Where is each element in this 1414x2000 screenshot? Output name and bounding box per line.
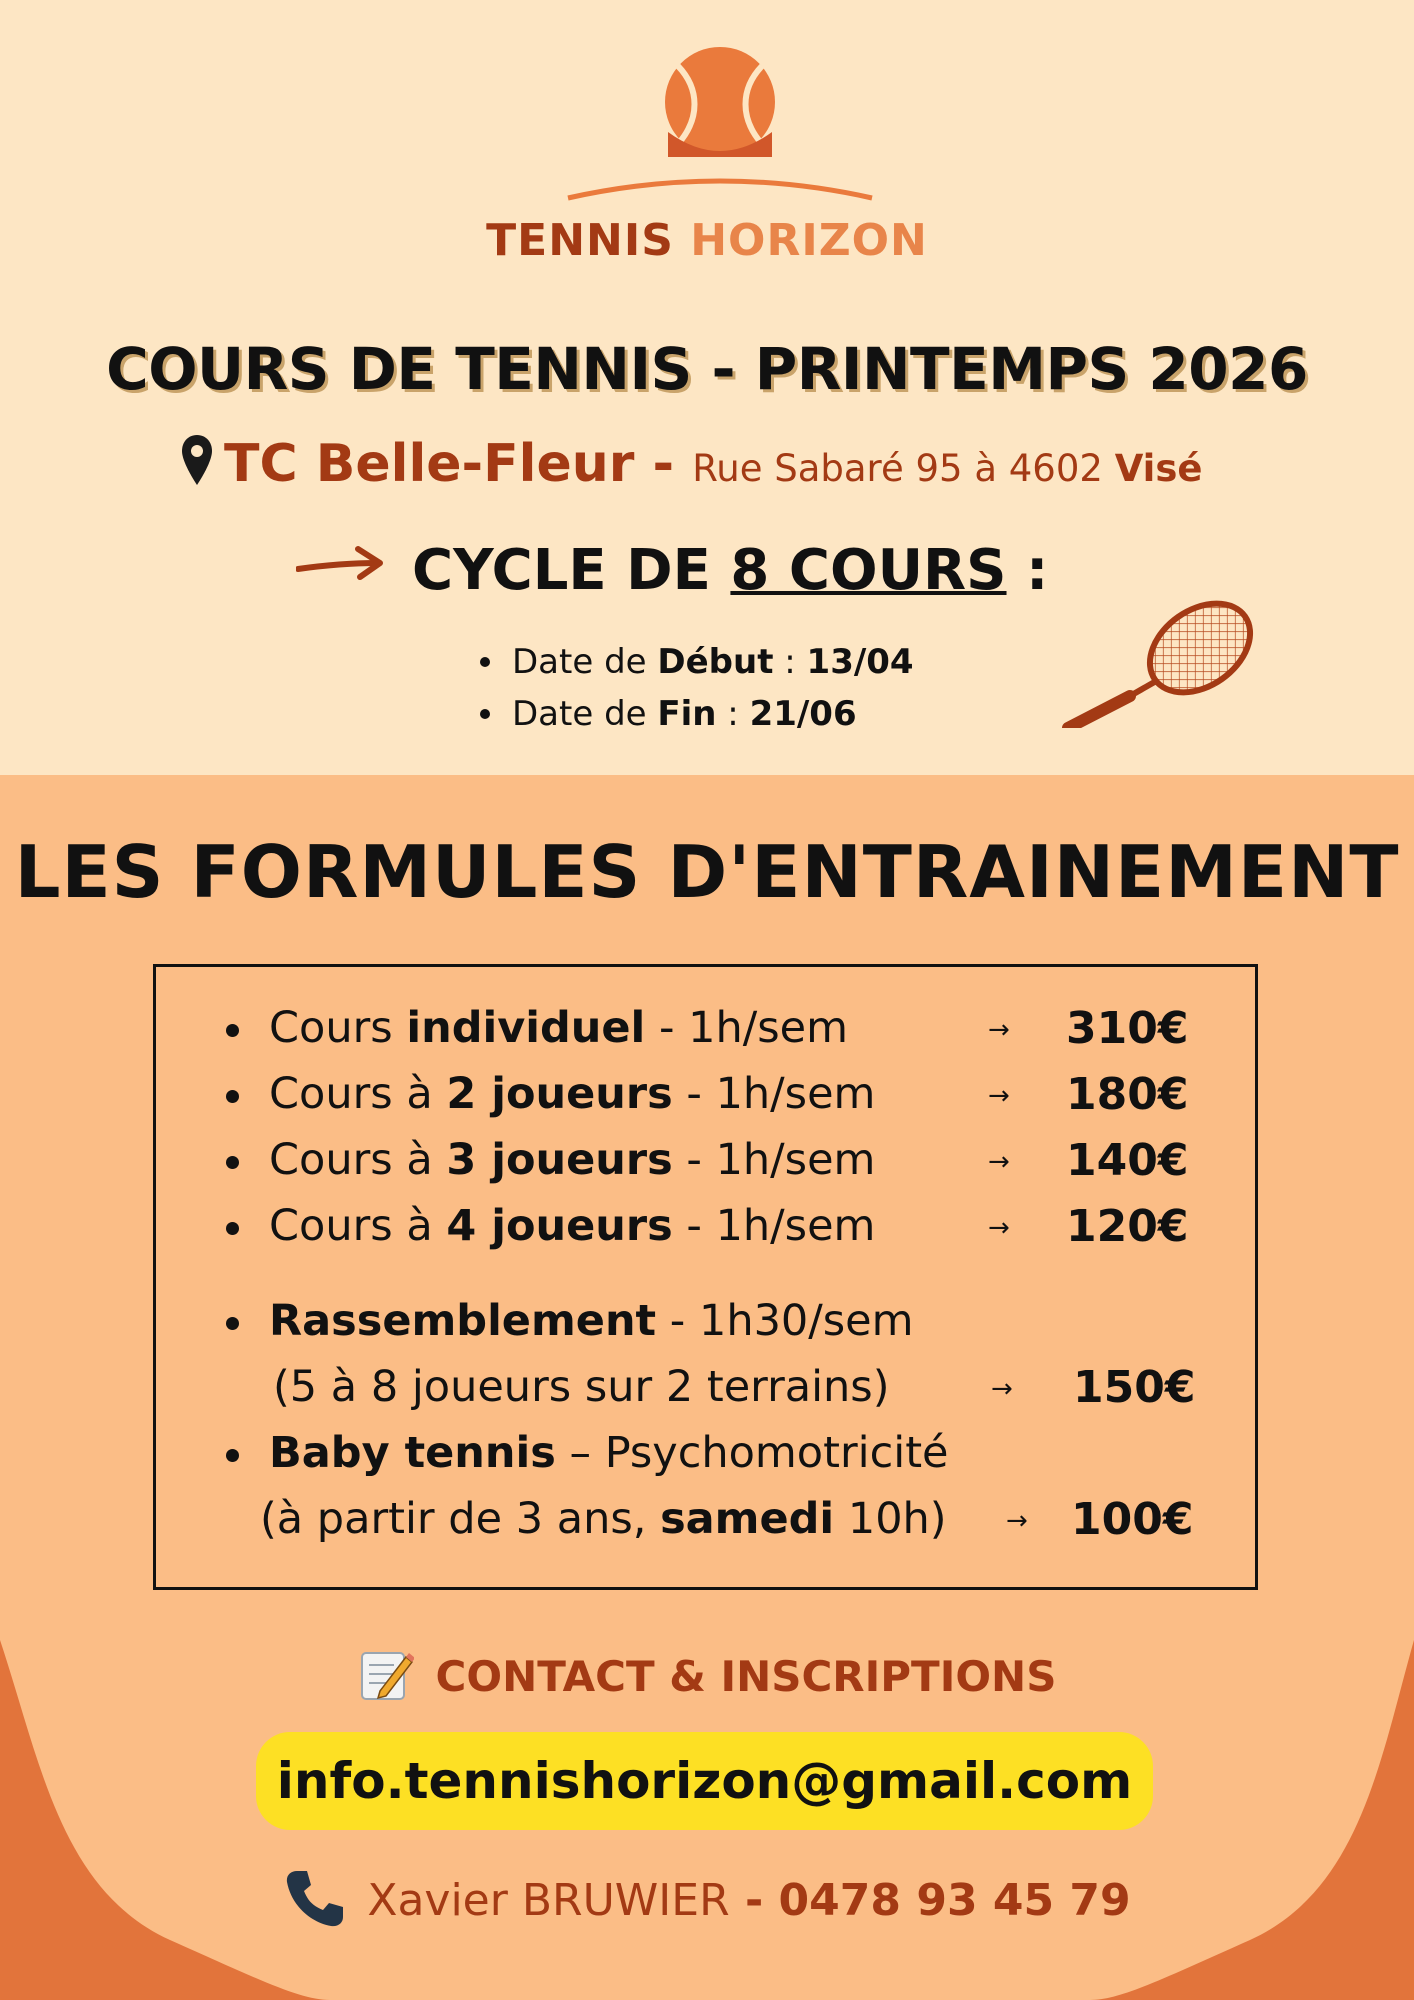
- formula-rassemblement: [269, 1296, 914, 1346]
- contact-title: CONTACT & INSCRIPTIONS: [435, 1652, 1057, 1701]
- bullet: [226, 1449, 239, 1462]
- arrow: →: [988, 1213, 1010, 1243]
- email-link[interactable]: info.tennishorizon@gmail.com: [256, 1732, 1153, 1830]
- price: 150€: [1073, 1362, 1196, 1413]
- date-keyword: Début: [657, 642, 774, 682]
- formula-text: 10h): [834, 1494, 947, 1544]
- date-keyword: Fin: [657, 694, 717, 734]
- formula-individuel: [269, 1003, 848, 1053]
- memo-icon: [358, 1647, 414, 1703]
- phone-icon: [283, 1867, 345, 1929]
- formula-bold: 3 joueurs: [446, 1135, 673, 1185]
- cycle-heading: [296, 538, 1048, 603]
- price: 120€: [1066, 1201, 1189, 1252]
- formula-bold: Baby tennis: [269, 1428, 556, 1478]
- club-address: Rue Sabaré 95 à 4602: [692, 447, 1115, 490]
- formula-text: Cours à: [269, 1201, 447, 1251]
- formula-baby-tennis-detail: [260, 1494, 947, 1544]
- tennis-racket-icon: [1060, 588, 1260, 728]
- cycle-prefix: CYCLE DE: [412, 538, 731, 603]
- cycle-suffix: :: [1006, 538, 1049, 603]
- cycle-count: 8 COURS: [730, 538, 1007, 603]
- formula-baby-tennis: [269, 1428, 949, 1478]
- formula-bold: samedi: [660, 1494, 835, 1544]
- formula-text: - 1h/sem: [672, 1135, 876, 1185]
- phone-line: [0, 1867, 1414, 1929]
- bullet: [226, 1317, 239, 1330]
- location-line: [180, 433, 1280, 494]
- contact-heading: [0, 1647, 1414, 1703]
- arrow: →: [988, 1081, 1010, 1111]
- formula-4-joueurs: [269, 1201, 875, 1251]
- date-separator: :: [773, 642, 807, 682]
- formula-bold: individuel: [406, 1003, 646, 1053]
- bullet: [226, 1090, 239, 1103]
- club-city: Visé: [1114, 447, 1203, 490]
- formula-text: – Psychomotricité: [555, 1428, 949, 1478]
- formula-text: - 1h/sem: [672, 1069, 876, 1119]
- end-date: 21/06: [749, 694, 857, 734]
- bullet: [226, 1024, 239, 1037]
- bullet: [480, 709, 490, 719]
- formula-text: - 1h/sem: [645, 1003, 848, 1053]
- price: 140€: [1066, 1135, 1189, 1186]
- brand-name: [0, 215, 1414, 266]
- formulas-box: [153, 964, 1258, 1590]
- club-name: TC Belle-Fleur: [224, 434, 635, 494]
- formula-text: Cours à: [269, 1069, 447, 1119]
- tennis-ball-logo-icon: [560, 44, 880, 204]
- contact-phone[interactable]: - 0478 93 45 79: [729, 1875, 1131, 1926]
- date-prefix: Date de: [512, 694, 658, 734]
- list-item: [480, 688, 914, 740]
- formula-text: - 1h30/sem: [656, 1296, 914, 1346]
- formula-text: (à partir de 3 ans,: [260, 1494, 661, 1544]
- formula-bold: 4 joueurs: [446, 1201, 673, 1251]
- location-pin-icon: [180, 433, 214, 487]
- price: 100€: [1071, 1494, 1194, 1545]
- date-prefix: Date de: [512, 642, 658, 682]
- formula-text: Cours à: [269, 1135, 447, 1185]
- brand-name-part1: TENNIS: [486, 215, 674, 266]
- formulas-title: LES FORMULES D'ENTRAINEMENT: [14, 830, 1400, 914]
- bullet: [226, 1156, 239, 1169]
- arrow: →: [991, 1374, 1013, 1404]
- formula-rassemblement-detail: (5 à 8 joueurs sur 2 terrains): [273, 1362, 890, 1412]
- contact-person: Xavier BRUWIER: [367, 1875, 730, 1926]
- brand-name-part2: HORIZON: [690, 215, 928, 266]
- date-separator: :: [716, 694, 750, 734]
- formula-3-joueurs: [269, 1135, 875, 1185]
- page-title: COURS DE TENNIS - PRINTEMPS 2026: [106, 335, 1308, 403]
- dates-list: [480, 636, 914, 740]
- bullet: [480, 657, 490, 667]
- arrow: →: [988, 1015, 1010, 1045]
- formula-text: Cours: [269, 1003, 407, 1053]
- location-separator: -: [634, 434, 693, 494]
- list-item: [480, 636, 914, 688]
- formula-text: - 1h/sem: [672, 1201, 876, 1251]
- start-date: 13/04: [806, 642, 914, 682]
- formula-2-joueurs: [269, 1069, 875, 1119]
- price: 310€: [1066, 1003, 1189, 1054]
- arrow-right-icon: [296, 545, 386, 585]
- arrow: →: [988, 1147, 1010, 1177]
- formula-bold: Rassemblement: [269, 1296, 657, 1346]
- bullet: [226, 1222, 239, 1235]
- arrow: →: [1006, 1506, 1028, 1536]
- price: 180€: [1066, 1069, 1189, 1120]
- formula-bold: 2 joueurs: [446, 1069, 673, 1119]
